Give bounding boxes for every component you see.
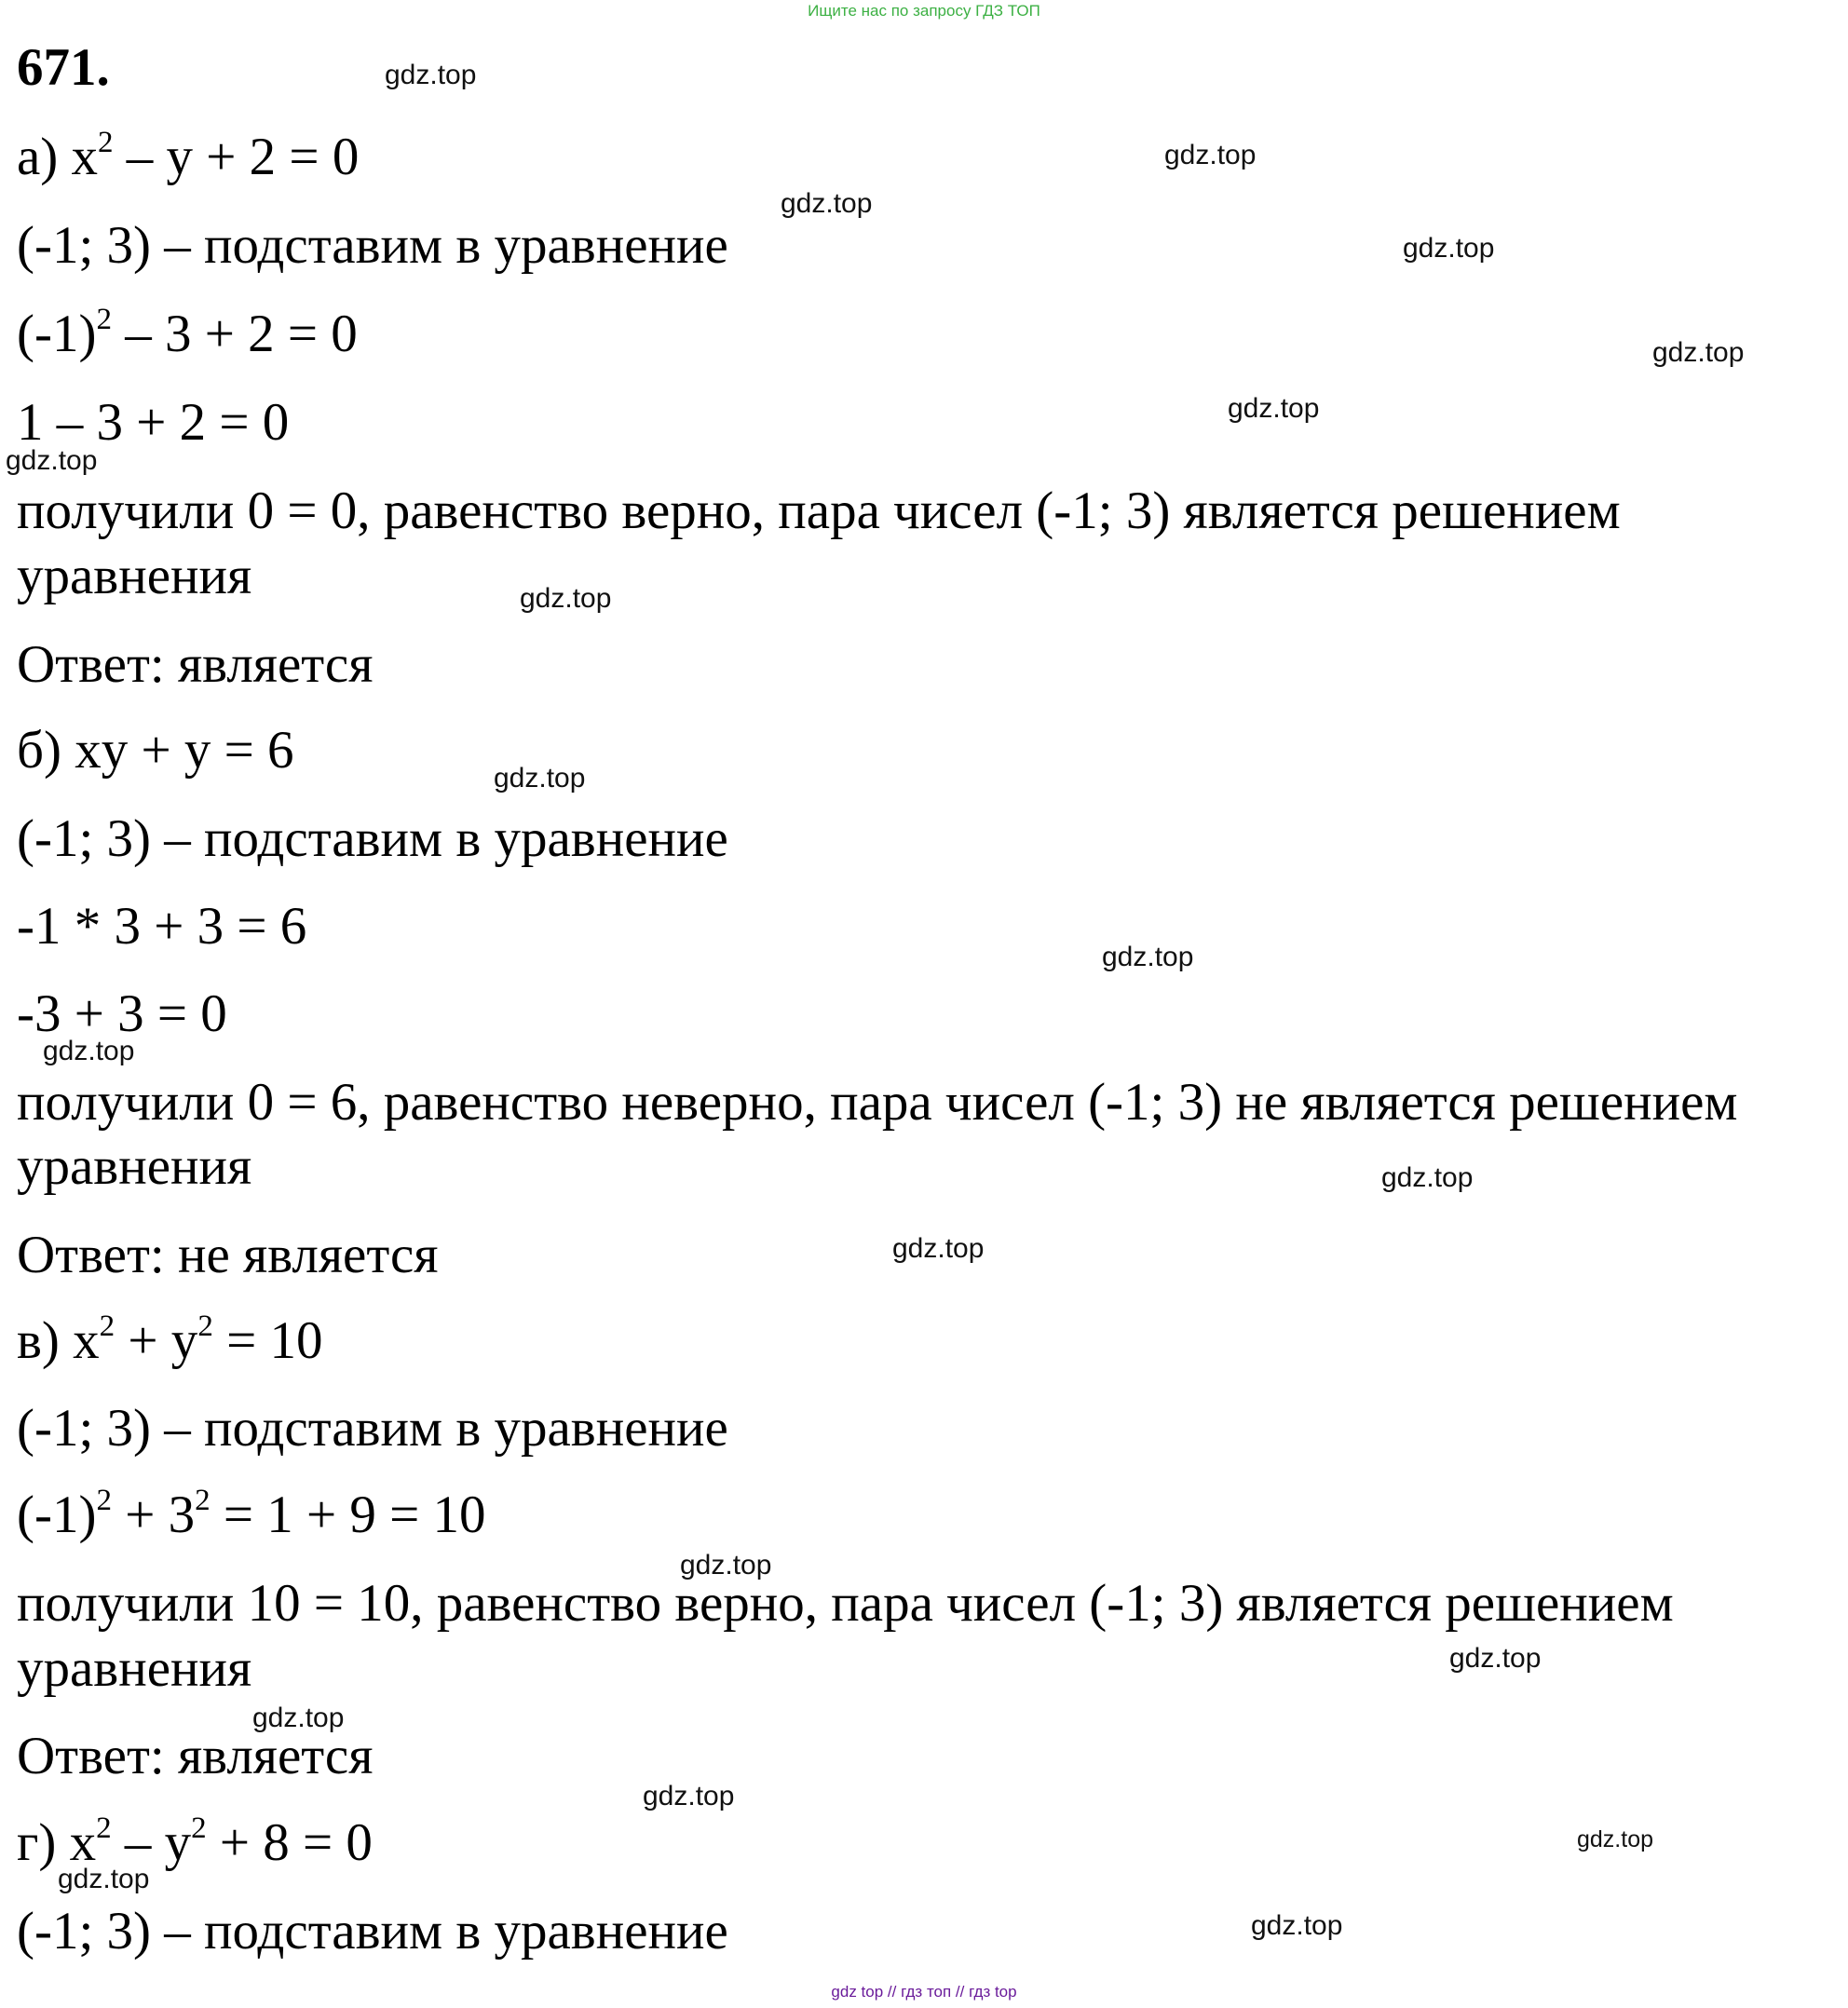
part-v-answer: Ответ: является xyxy=(17,1727,374,1785)
part-b-calc1: -1 * 3 + 3 = 6 xyxy=(17,897,307,956)
part-b-result-line2: уравнения xyxy=(17,1137,252,1196)
part-g-substitute: (-1; 3) – подставим в уравнение xyxy=(17,1902,728,1961)
watermark: gdz.top xyxy=(680,1550,772,1581)
part-a-label: а) xyxy=(17,128,59,186)
part-b-answer: Ответ: не является xyxy=(17,1226,439,1284)
part-b-calc2: -3 + 3 = 0 xyxy=(17,984,227,1043)
watermark: gdz.top xyxy=(58,1864,150,1894)
watermark: gdz.top xyxy=(43,1036,135,1066)
watermark: gdz.top xyxy=(6,445,98,476)
footer-links[interactable]: gdz top // гдз топ // гдз top xyxy=(831,1983,1017,2001)
watermark: gdz.top xyxy=(781,188,873,219)
watermark: gdz.top xyxy=(1228,393,1320,424)
part-v-result-line1: получили 10 = 10, равенство верно, пара чисел (-1; 3) является решением xyxy=(17,1574,1674,1633)
watermark: gdz.top xyxy=(1652,337,1745,368)
part-a-answer: Ответ: является xyxy=(17,635,374,694)
part-b-result-line1: получили 0 = 6, равенство неверно, пара чисел (-1; 3) не является решением xyxy=(17,1073,1738,1132)
part-b-substitute: (-1; 3) – подставим в уравнение xyxy=(17,809,728,868)
watermark: gdz.top xyxy=(252,1703,345,1733)
part-v-equation: в) $x^2 + y^2 = 10$ xyxy=(17,1309,323,1370)
part-a-substitute: (-1; 3) – подставим в уравнение xyxy=(17,216,728,275)
watermark: gdz.top xyxy=(1164,140,1257,170)
part-v-substitute: (-1; 3) – подставим в уравнение xyxy=(17,1399,728,1458)
part-b-label: б) xyxy=(17,721,61,780)
watermark: gdz.top xyxy=(1403,233,1495,264)
watermark: gdz.top xyxy=(520,583,612,614)
part-a-equation: а) $x^2 - y + 2 = 0$ xyxy=(17,126,360,186)
watermark: gdz.top xyxy=(494,763,586,794)
watermark: gdz.top xyxy=(1102,942,1194,972)
watermark: gdz.top xyxy=(1381,1162,1474,1193)
part-v-calc: $(-1)^2 + 3^2 = 1 + 9 = 10$ xyxy=(17,1484,486,1544)
header-note[interactable]: Ищите нас по запросу ГДЗ ТОП xyxy=(808,2,1040,20)
watermark: gdz.top xyxy=(385,60,477,90)
part-a-calc2: 1 – 3 + 2 = 0 xyxy=(17,393,290,452)
part-g-label: г) xyxy=(17,1813,57,1872)
part-v-label: в) xyxy=(17,1311,60,1370)
part-a-calc1: $(-1)^2 - 3 + 2 = 0$ xyxy=(17,303,358,363)
watermark: gdz.top xyxy=(1577,1826,1654,1852)
watermark: gdz.top xyxy=(1251,1910,1343,1941)
problem-number: 671. xyxy=(17,38,110,97)
watermark: gdz.top xyxy=(892,1233,985,1264)
part-b-equation: б) xy + y = 6 xyxy=(17,721,294,780)
part-g-equation: г) $x^2 - y^2 + 8 = 0$ xyxy=(17,1811,373,1872)
watermark: gdz.top xyxy=(1449,1643,1542,1674)
part-v-result-line2: уравнения xyxy=(17,1639,252,1698)
watermark: gdz.top xyxy=(643,1781,735,1811)
part-a-result-line1: получили 0 = 0, равенство верно, пара чисел (-1; 3) является решением xyxy=(17,482,1621,540)
part-a-result-line2: уравнения xyxy=(17,547,252,605)
